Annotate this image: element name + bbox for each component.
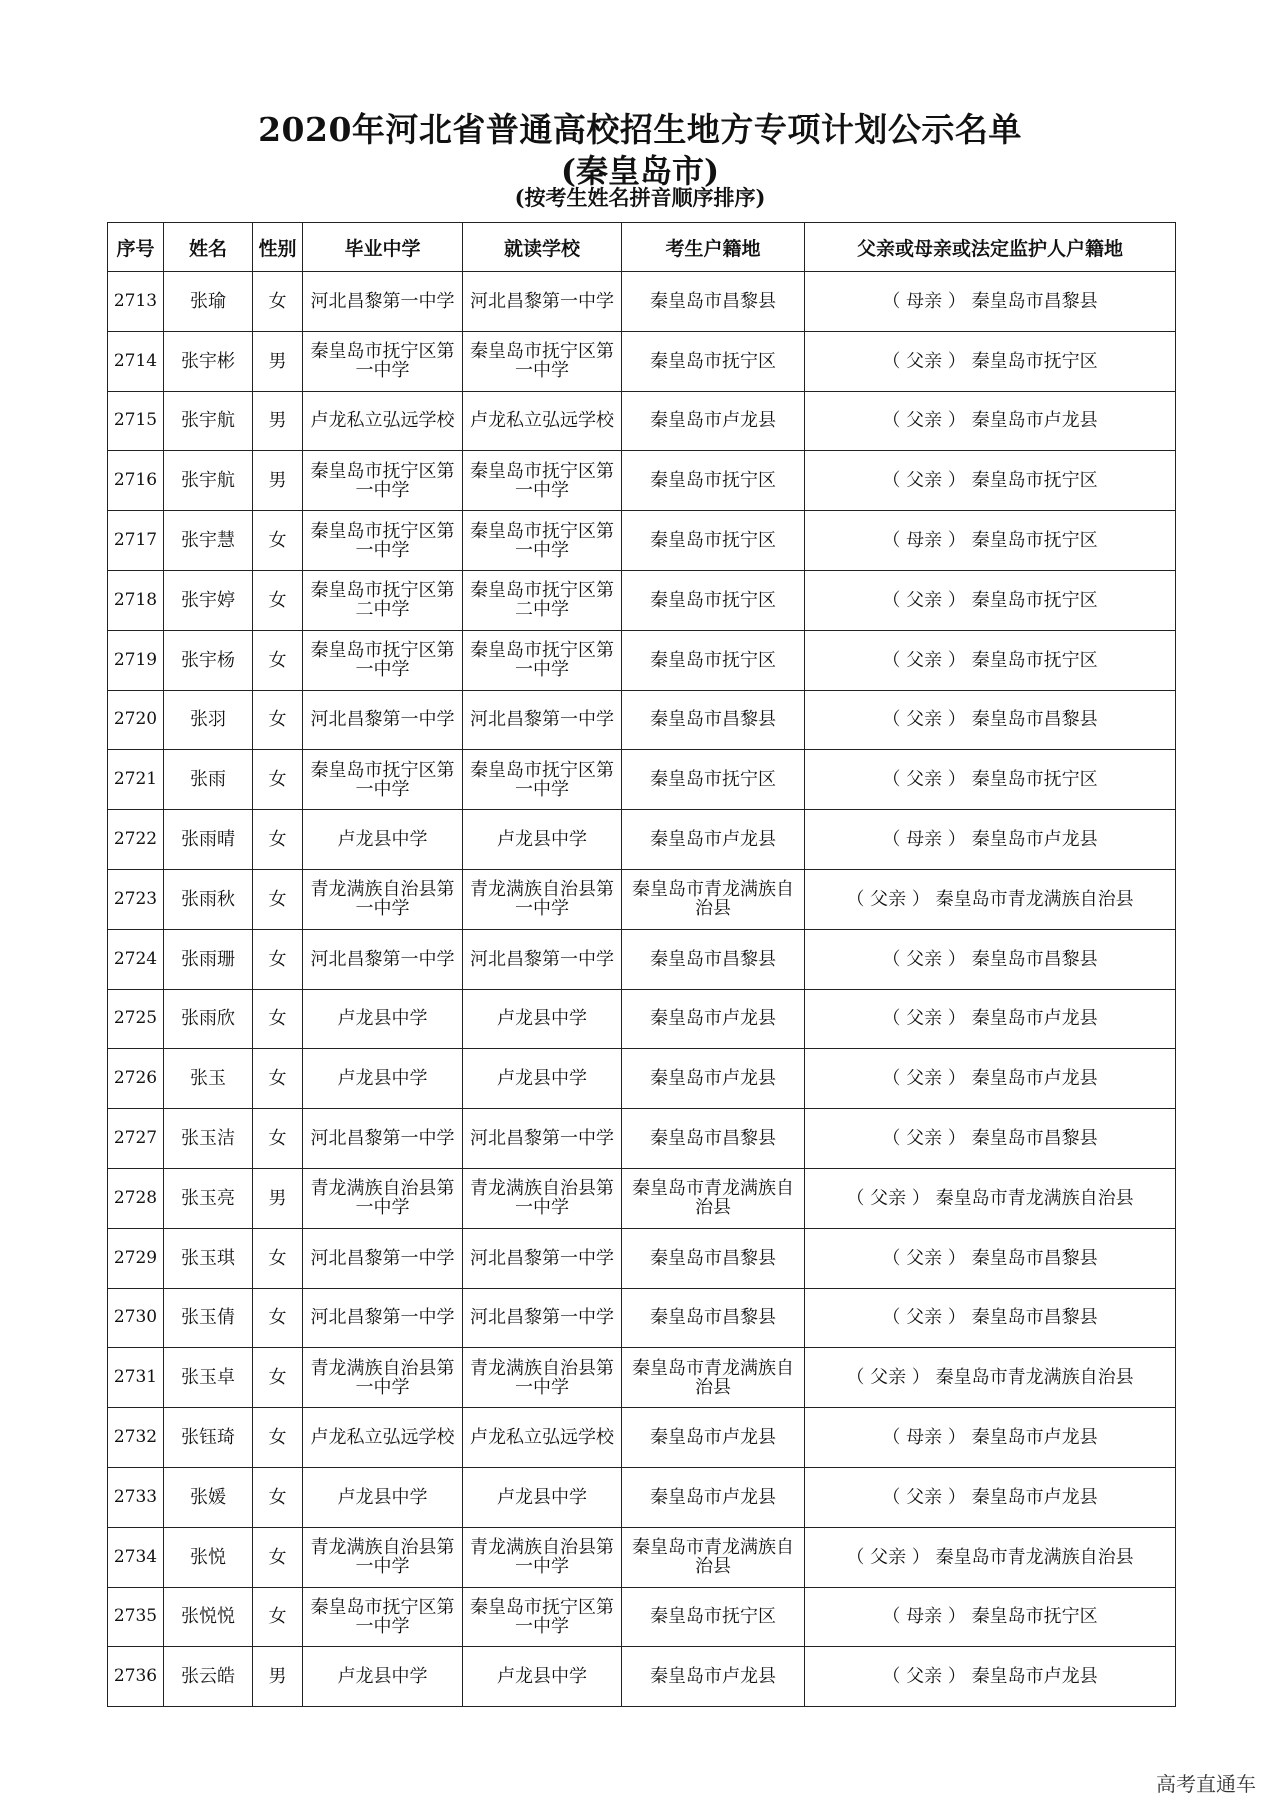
- cell-guardian-registration: （ 父亲 ） 秦皇岛市卢龙县: [805, 989, 1176, 1049]
- cell-name: 张雨: [164, 750, 253, 810]
- cell-household-registration: 秦皇岛市卢龙县: [622, 1647, 805, 1707]
- cell-guardian-registration: （ 父亲 ） 秦皇岛市抚宁区: [805, 331, 1176, 391]
- cell-name: 张玉: [164, 1049, 253, 1109]
- cell-gender: 女: [253, 1467, 303, 1527]
- cell-gender: 女: [253, 1109, 303, 1169]
- col-header-household-registration: 考生户籍地: [622, 223, 805, 272]
- cell-graduate-school: 卢龙私立弘远学校: [303, 391, 463, 451]
- cell-household-registration: 秦皇岛市抚宁区: [622, 511, 805, 571]
- cell-index: 2722: [108, 810, 164, 870]
- cell-gender: 女: [253, 1408, 303, 1468]
- table-row: [108, 1587, 1176, 1647]
- cell-guardian-registration: （ 父亲 ） 秦皇岛市卢龙县: [805, 1467, 1176, 1527]
- cell-current-school: 秦皇岛市抚宁区第一中学: [463, 1587, 622, 1647]
- cell-graduate-school: 青龙满族自治县第一中学: [303, 869, 463, 929]
- cell-guardian-registration: （ 母亲 ） 秦皇岛市抚宁区: [805, 1587, 1176, 1647]
- cell-household-registration: 秦皇岛市昌黎县: [622, 1228, 805, 1288]
- cell-gender: 女: [253, 810, 303, 870]
- table-row: [108, 511, 1176, 571]
- cell-current-school: 卢龙县中学: [463, 989, 622, 1049]
- cell-index: 2719: [108, 630, 164, 690]
- cell-index: 2725: [108, 989, 164, 1049]
- cell-index: 2724: [108, 929, 164, 989]
- cell-current-school: 青龙满族自治县第一中学: [463, 869, 622, 929]
- cell-graduate-school: 秦皇岛市抚宁区第一中学: [303, 451, 463, 511]
- cell-household-registration: 秦皇岛市昌黎县: [622, 690, 805, 750]
- sort-note: (按考生姓名拼音顺序排序): [514, 185, 766, 210]
- cell-current-school: 秦皇岛市抚宁区第一中学: [463, 750, 622, 810]
- cell-household-registration: 秦皇岛市青龙满族自治县: [622, 1527, 805, 1587]
- cell-graduate-school: 秦皇岛市抚宁区第二中学: [303, 570, 463, 630]
- cell-index: 2720: [108, 690, 164, 750]
- cell-household-registration: 秦皇岛市抚宁区: [622, 630, 805, 690]
- document-subtitle-city: (秦皇岛市): [560, 152, 720, 190]
- cell-guardian-registration: （ 父亲 ） 秦皇岛市昌黎县: [805, 1109, 1176, 1169]
- cell-name: 张媛: [164, 1467, 253, 1527]
- cell-gender: 女: [253, 570, 303, 630]
- cell-gender: 女: [253, 1348, 303, 1408]
- cell-guardian-registration: （ 父亲 ） 秦皇岛市抚宁区: [805, 630, 1176, 690]
- cell-index: 2729: [108, 1228, 164, 1288]
- cell-index: 2726: [108, 1049, 164, 1109]
- cell-household-registration: 秦皇岛市抚宁区: [622, 331, 805, 391]
- cell-name: 张玉倩: [164, 1288, 253, 1348]
- cell-guardian-registration: （ 父亲 ） 秦皇岛市卢龙县: [805, 1647, 1176, 1707]
- col-header-gender: 性别: [253, 223, 303, 272]
- cell-guardian-registration: （ 母亲 ） 秦皇岛市抚宁区: [805, 511, 1176, 571]
- cell-name: 张悦悦: [164, 1587, 253, 1647]
- cell-current-school: 秦皇岛市抚宁区第一中学: [463, 331, 622, 391]
- cell-index: 2723: [108, 869, 164, 929]
- table-row: [108, 1288, 1176, 1348]
- cell-graduate-school: 河北昌黎第一中学: [303, 272, 463, 332]
- cell-name: 张宇婷: [164, 570, 253, 630]
- cell-gender: 男: [253, 331, 303, 391]
- table-header-row: [108, 223, 1176, 272]
- cell-index: 2716: [108, 451, 164, 511]
- table-row: [108, 1348, 1176, 1408]
- cell-household-registration: 秦皇岛市青龙满族自治县: [622, 869, 805, 929]
- cell-guardian-registration: （ 父亲 ） 秦皇岛市卢龙县: [805, 391, 1176, 451]
- cell-gender: 女: [253, 511, 303, 571]
- cell-graduate-school: 秦皇岛市抚宁区第一中学: [303, 630, 463, 690]
- cell-index: 2718: [108, 570, 164, 630]
- table-row: [108, 1049, 1176, 1109]
- cell-graduate-school: 河北昌黎第一中学: [303, 690, 463, 750]
- cell-graduate-school: 卢龙私立弘远学校: [303, 1408, 463, 1468]
- cell-current-school: 河北昌黎第一中学: [463, 929, 622, 989]
- cell-name: 张宇航: [164, 391, 253, 451]
- cell-gender: 女: [253, 750, 303, 810]
- cell-guardian-registration: （ 父亲 ） 秦皇岛市青龙满族自治县: [805, 869, 1176, 929]
- student-list-table: [107, 222, 1176, 1707]
- cell-name: 张雨欣: [164, 989, 253, 1049]
- cell-index: 2713: [108, 272, 164, 332]
- cell-gender: 女: [253, 1288, 303, 1348]
- cell-household-registration: 秦皇岛市抚宁区: [622, 570, 805, 630]
- cell-gender: 女: [253, 1228, 303, 1288]
- table-row: [108, 1647, 1176, 1707]
- cell-graduate-school: 卢龙县中学: [303, 810, 463, 870]
- table-row: [108, 1109, 1176, 1169]
- table-row: [108, 630, 1176, 690]
- cell-gender: 女: [253, 989, 303, 1049]
- cell-index: 2727: [108, 1109, 164, 1169]
- cell-name: 张瑜: [164, 272, 253, 332]
- col-header-index: 序号: [108, 223, 164, 272]
- table-row: [108, 929, 1176, 989]
- cell-household-registration: 秦皇岛市抚宁区: [622, 451, 805, 511]
- cell-graduate-school: 秦皇岛市抚宁区第一中学: [303, 331, 463, 391]
- cell-graduate-school: 河北昌黎第一中学: [303, 1288, 463, 1348]
- cell-household-registration: 秦皇岛市卢龙县: [622, 989, 805, 1049]
- cell-current-school: 秦皇岛市抚宁区第一中学: [463, 511, 622, 571]
- table-row: [108, 810, 1176, 870]
- cell-gender: 女: [253, 690, 303, 750]
- cell-guardian-registration: （ 父亲 ） 秦皇岛市抚宁区: [805, 570, 1176, 630]
- cell-index: 2714: [108, 331, 164, 391]
- col-header-graduate-school: 毕业中学: [303, 223, 463, 272]
- cell-gender: 男: [253, 451, 303, 511]
- cell-guardian-registration: （ 父亲 ） 秦皇岛市抚宁区: [805, 750, 1176, 810]
- cell-household-registration: 秦皇岛市昌黎县: [622, 1109, 805, 1169]
- cell-guardian-registration: （ 母亲 ） 秦皇岛市卢龙县: [805, 810, 1176, 870]
- cell-graduate-school: 青龙满族自治县第一中学: [303, 1527, 463, 1587]
- cell-current-school: 卢龙私立弘远学校: [463, 1408, 622, 1468]
- cell-current-school: 河北昌黎第一中学: [463, 1109, 622, 1169]
- cell-current-school: 卢龙县中学: [463, 1647, 622, 1707]
- table-row: [108, 391, 1176, 451]
- cell-index: 2735: [108, 1587, 164, 1647]
- cell-gender: 男: [253, 1647, 303, 1707]
- cell-graduate-school: 青龙满族自治县第一中学: [303, 1168, 463, 1228]
- table-row: [108, 1408, 1176, 1468]
- table-body: [108, 272, 1176, 1707]
- table-row: [108, 570, 1176, 630]
- table-row: [108, 1228, 1176, 1288]
- cell-graduate-school: 卢龙县中学: [303, 1647, 463, 1707]
- watermark: 高考直通车: [1156, 1772, 1256, 1796]
- cell-gender: 女: [253, 929, 303, 989]
- cell-current-school: 青龙满族自治县第一中学: [463, 1348, 622, 1408]
- cell-graduate-school: 卢龙县中学: [303, 1467, 463, 1527]
- cell-current-school: 河北昌黎第一中学: [463, 1288, 622, 1348]
- table-row: [108, 869, 1176, 929]
- cell-name: 张玉洁: [164, 1109, 253, 1169]
- cell-index: 2733: [108, 1467, 164, 1527]
- col-header-current-school: 就读学校: [463, 223, 622, 272]
- cell-name: 张宇慧: [164, 511, 253, 571]
- cell-current-school: 秦皇岛市抚宁区第一中学: [463, 630, 622, 690]
- cell-graduate-school: 河北昌黎第一中学: [303, 1228, 463, 1288]
- cell-name: 张云皓: [164, 1647, 253, 1707]
- cell-household-registration: 秦皇岛市抚宁区: [622, 1587, 805, 1647]
- cell-name: 张雨珊: [164, 929, 253, 989]
- cell-graduate-school: 卢龙县中学: [303, 1049, 463, 1109]
- cell-household-registration: 秦皇岛市卢龙县: [622, 1049, 805, 1109]
- table-row: [108, 690, 1176, 750]
- cell-name: 张玉卓: [164, 1348, 253, 1408]
- cell-household-registration: 秦皇岛市卢龙县: [622, 810, 805, 870]
- cell-index: 2736: [108, 1647, 164, 1707]
- cell-index: 2731: [108, 1348, 164, 1408]
- cell-current-school: 卢龙县中学: [463, 1049, 622, 1109]
- cell-guardian-registration: （ 父亲 ） 秦皇岛市昌黎县: [805, 1228, 1176, 1288]
- cell-guardian-registration: （ 父亲 ） 秦皇岛市卢龙县: [805, 1049, 1176, 1109]
- cell-guardian-registration: （ 父亲 ） 秦皇岛市抚宁区: [805, 451, 1176, 511]
- cell-guardian-registration: （ 母亲 ） 秦皇岛市卢龙县: [805, 1408, 1176, 1468]
- cell-gender: 女: [253, 1587, 303, 1647]
- cell-guardian-registration: （ 父亲 ） 秦皇岛市昌黎县: [805, 690, 1176, 750]
- cell-household-registration: 秦皇岛市卢龙县: [622, 391, 805, 451]
- cell-household-registration: 秦皇岛市青龙满族自治县: [622, 1168, 805, 1228]
- cell-current-school: 卢龙县中学: [463, 1467, 622, 1527]
- cell-graduate-school: 河北昌黎第一中学: [303, 1109, 463, 1169]
- cell-name: 张玉琪: [164, 1228, 253, 1288]
- cell-name: 张宇航: [164, 451, 253, 511]
- cell-graduate-school: 卢龙县中学: [303, 989, 463, 1049]
- cell-name: 张悦: [164, 1527, 253, 1587]
- cell-current-school: 河北昌黎第一中学: [463, 1228, 622, 1288]
- table-row: [108, 989, 1176, 1049]
- cell-index: 2721: [108, 750, 164, 810]
- cell-current-school: 青龙满族自治县第一中学: [463, 1527, 622, 1587]
- cell-gender: 女: [253, 869, 303, 929]
- cell-graduate-school: 秦皇岛市抚宁区第一中学: [303, 1587, 463, 1647]
- cell-household-registration: 秦皇岛市抚宁区: [622, 750, 805, 810]
- cell-index: 2734: [108, 1527, 164, 1587]
- cell-guardian-registration: （ 父亲 ） 秦皇岛市青龙满族自治县: [805, 1168, 1176, 1228]
- cell-name: 张雨晴: [164, 810, 253, 870]
- cell-household-registration: 秦皇岛市青龙满族自治县: [622, 1348, 805, 1408]
- cell-graduate-school: 河北昌黎第一中学: [303, 929, 463, 989]
- cell-index: 2715: [108, 391, 164, 451]
- cell-household-registration: 秦皇岛市卢龙县: [622, 1467, 805, 1527]
- cell-guardian-registration: （ 父亲 ） 秦皇岛市昌黎县: [805, 929, 1176, 989]
- cell-name: 张羽: [164, 690, 253, 750]
- document-title: 2020年河北省普通高校招生地方专项计划公示名单: [258, 110, 1022, 149]
- cell-current-school: 秦皇岛市抚宁区第一中学: [463, 451, 622, 511]
- table-row: [108, 750, 1176, 810]
- cell-graduate-school: 青龙满族自治县第一中学: [303, 1348, 463, 1408]
- table-row: [108, 1467, 1176, 1527]
- cell-current-school: 河北昌黎第一中学: [463, 690, 622, 750]
- cell-index: 2732: [108, 1408, 164, 1468]
- cell-name: 张玉亮: [164, 1168, 253, 1228]
- table-row: [108, 272, 1176, 332]
- col-header-guardian-registration: 父亲或母亲或法定监护人户籍地: [805, 223, 1176, 272]
- cell-guardian-registration: （ 父亲 ） 秦皇岛市青龙满族自治县: [805, 1527, 1176, 1587]
- cell-gender: 女: [253, 1527, 303, 1587]
- cell-graduate-school: 秦皇岛市抚宁区第一中学: [303, 750, 463, 810]
- cell-current-school: 卢龙私立弘远学校: [463, 391, 622, 451]
- table-row: [108, 451, 1176, 511]
- cell-gender: 女: [253, 630, 303, 690]
- cell-current-school: 卢龙县中学: [463, 810, 622, 870]
- cell-gender: 女: [253, 272, 303, 332]
- cell-index: 2728: [108, 1168, 164, 1228]
- cell-name: 张宇彬: [164, 331, 253, 391]
- table-row: [108, 1168, 1176, 1228]
- table-row: [108, 1527, 1176, 1587]
- cell-guardian-registration: （ 母亲 ） 秦皇岛市昌黎县: [805, 272, 1176, 332]
- cell-current-school: 青龙满族自治县第一中学: [463, 1168, 622, 1228]
- cell-gender: 男: [253, 1168, 303, 1228]
- cell-graduate-school: 秦皇岛市抚宁区第一中学: [303, 511, 463, 571]
- cell-household-registration: 秦皇岛市昌黎县: [622, 1288, 805, 1348]
- cell-gender: 女: [253, 1049, 303, 1109]
- cell-name: 张钰琦: [164, 1408, 253, 1468]
- cell-current-school: 秦皇岛市抚宁区第二中学: [463, 570, 622, 630]
- cell-household-registration: 秦皇岛市卢龙县: [622, 1408, 805, 1468]
- cell-gender: 男: [253, 391, 303, 451]
- cell-household-registration: 秦皇岛市昌黎县: [622, 929, 805, 989]
- cell-name: 张宇杨: [164, 630, 253, 690]
- cell-household-registration: 秦皇岛市昌黎县: [622, 272, 805, 332]
- table-row: [108, 331, 1176, 391]
- col-header-name: 姓名: [164, 223, 253, 272]
- cell-guardian-registration: （ 父亲 ） 秦皇岛市青龙满族自治县: [805, 1348, 1176, 1408]
- cell-current-school: 河北昌黎第一中学: [463, 272, 622, 332]
- cell-index: 2717: [108, 511, 164, 571]
- cell-guardian-registration: （ 父亲 ） 秦皇岛市昌黎县: [805, 1288, 1176, 1348]
- cell-name: 张雨秋: [164, 869, 253, 929]
- cell-index: 2730: [108, 1288, 164, 1348]
